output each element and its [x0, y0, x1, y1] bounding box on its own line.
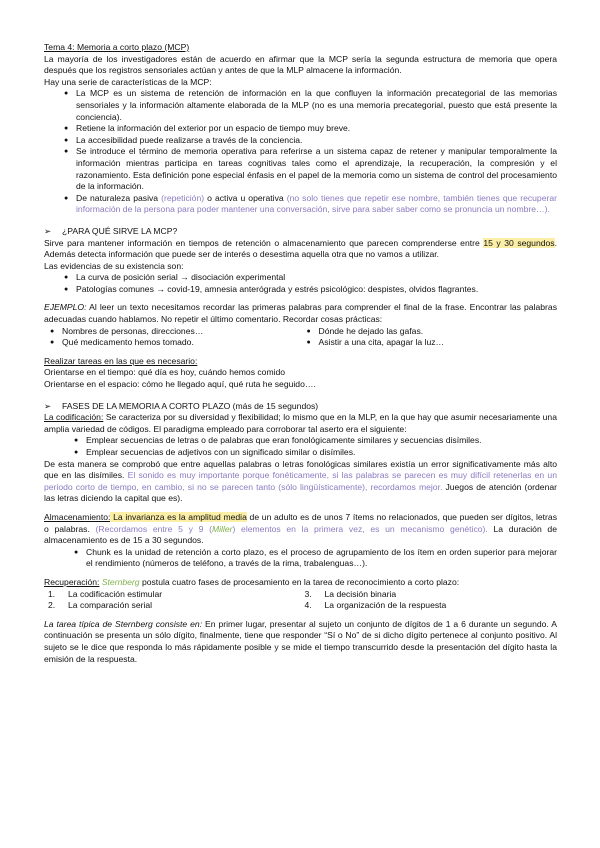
example-paragraph: EJEMPLO: Al leer un texto necesitamos recordar las primeras palabras para comprender el final de la frase. Encontrar las palabras adecuadas cuando hablamos. No repetir el último comentario. Recordar cosas prácticas:: [44, 302, 557, 325]
intro-paragraph: La mayoría de los investigadores están de acuerdo en afirmar que la MCP sería la segunda estructura de memoria que opera después que los registros sensoriales actúan y antes de que la MLP almacene la información.: [44, 53, 557, 76]
list-item: [64, 193, 557, 216]
arrow-icon: ➢: [44, 225, 52, 236]
list-item: ● La accesibilidad puede realizarse a través de la conciencia.: [64, 135, 557, 147]
feature5-a: De naturaleza pasiva: [76, 192, 162, 203]
task-line: Orientarse en el tiempo: qué día es hoy, cuándo hemos comido: [44, 367, 286, 378]
list-item: ● La curva de posición serial → disociación experimental: [64, 272, 557, 284]
list-item: ● Nombres de personas, direcciones…: [50, 326, 301, 338]
coding-paragraph: La codificación: Se caracteriza por su diversidad y flexibilidad; lo mismo que en la MLP, en la que hay que asumir necesariamente una amplia variedad de códigos. El paradigma empleado para corroborar tal aserto era el siguiente:: [44, 412, 557, 434]
highlight-duration: 15 y 30 segundos: [483, 237, 555, 248]
evidence-lead: Las evidencias de su existencia son:: [44, 260, 184, 271]
retrieval-label: Recuperación:: [44, 576, 100, 587]
retrieval-paragraph: Recuperación: Sternberg postula cuatro fases de procesamiento en la tarea de reconocimiento a corto plazo:: [44, 576, 460, 587]
list-item: ● Emplear secuencias de adjetivos con un significado similar o disímiles.: [74, 447, 557, 459]
list-item: ● Qué medicamento hemos tomado.: [50, 337, 301, 349]
coding-list: [44, 435, 557, 458]
feature5-c: o activa u operativa: [204, 192, 287, 203]
coding-label: La codificación:: [44, 412, 104, 423]
list-item: ● Chunk es la unidad de retención a corto plazo, es el proceso de agrupamiento de los ítem en orden superior para mejorar el rendimiento (números de teléfono, a través de la rima, trabalenguas…).: [74, 547, 557, 570]
section-heading-purpose: ➢ ¿PARA QUÉ SIRVE LA MCP?: [44, 225, 178, 236]
highlight-span: La invarianza es la amplitud media: [110, 511, 247, 522]
list-item: ● Se introduce el término de memoria operativa para referirse a un sistema capaz de retener y manipular temporalmente la información mientras participa en tareas cognitivas tales como el aprendizaje, la recuperación, la compresión y el razonamiento. Esta definición pone especial énfasis en el papel de la memoria como un sistema de control del procesamiento de la información.: [64, 146, 557, 192]
purpose-paragraph: Sirve para mantener información en tiempos de retención o almacenamiento que parecen comprenderse entre 15 y 30 segundos. Además detecta información que puede ser de interés o desestima aquella otra que no vamos a utilizar.: [44, 237, 557, 260]
storage-paragraph: Almacenamiento: La invarianza es la amplitud media de un adulto es de unos 7 ítems no relacionados, que pueden ser dígitos, letras o palabras. (Recordamos entre 5 y 9 (Miller) elementos en la primera vez, es un mecanismo genético). La duración de almacenamiento es de 15 a 30 segundos.: [44, 511, 557, 546]
list-item: ● Asistir a una cita, apagar la luz…: [307, 337, 558, 349]
list-item: 2. La comparación serial: [48, 600, 153, 611]
page-title: Tema 4: Memoria a corto plazo (MCP): [44, 42, 190, 52]
tasks-heading: Realizar tareas en las que es necesario:: [44, 355, 198, 366]
task-label: La tarea típica de Sternberg consiste en:: [44, 618, 203, 629]
list-item: ● Dónde he dejado las gafas.: [307, 326, 558, 338]
evidence-list: [44, 272, 557, 295]
document-body: [44, 42, 557, 665]
coding-result-paragraph: De esta manera se comprobó que entre aquellas palabras o letras fonológicas similares existía un error significativamente más alto que en las disímiles. El sonido es muy importante porque fonéticamente, si las palabras se parecen es muy difícil retenerlas en un periodo corto de tiempo, en cambio, si no se parecen tanto (sólo lingüísticamente), recordamos mejor. Juegos de atención (ordenar las letras diciendo la capital que es).: [44, 458, 557, 504]
section-heading-phases: ➢ FASES DE LA MEMORIA A CORTO PLAZO (más de 15 segundos): [44, 400, 319, 411]
features-lead: Hay una serie de características de la MCP:: [44, 76, 212, 87]
list-item: ● La MCP es un sistema de retención de información en la que confluyen la información precategorial de las memorias sensoriales y la información altamente elaborada de la MLP (no es una memoria precategorial, puesto que está presente la conciencia).: [64, 88, 557, 123]
arrow-icon: ➢: [44, 400, 52, 411]
practical-list: [44, 326, 557, 349]
list-item: 4. La organización de la respuesta: [304, 600, 447, 611]
feature5-b: (repetición): [161, 192, 205, 203]
example-label: EJEMPLO:: [44, 302, 87, 313]
feature5-d: (no solo tienes que repetir ese nombre, también tienes que recuperar información de la persona para poder mantener una conversación, sirve para saber saber como se pronuncia un nombre…).: [76, 192, 557, 215]
list-item: 1. La codificación estimular: [48, 588, 163, 599]
list-item: ● Patologías comunes → covid-19, amnesia anterógrada y estrés psicológico: despistes, olvidos flagrantes.: [64, 284, 557, 296]
sternberg-task-paragraph: La tarea típica de Sternberg consiste en: En primer lugar, presentar al sujeto un conjunto de dígitos de 1 a 6 durante un segundo. A continuación se presenta un sólo dígito, finalmente, tiene que responder “Sí o No” de si dicho dígito pertenece al conjunto positivo. Al sujeto se le dice que responda lo más rápidamente posible y se mide el tiempo transcurrido desde la presentación del dígito hasta la emisión de la respuesta.: [44, 618, 557, 664]
list-item: 3. La decisión binaria: [304, 588, 397, 599]
features-list: [44, 88, 557, 216]
storage-list: [44, 547, 557, 570]
phases-list: [44, 589, 557, 612]
task-line: Orientarse en el espacio: cómo he llegado aquí, qué ruta he seguido….: [44, 379, 316, 390]
list-item: ● Emplear secuencias de letras o de palabras que eran fonológicamente similares y secuencias disímiles.: [74, 435, 557, 447]
list-item: ● Retiene la información del exterior por un espacio de tiempo muy breve.: [64, 123, 557, 135]
miller-name: Miller: [211, 523, 233, 534]
sternberg-name: Sternberg: [101, 576, 140, 587]
storage-label: Almacenamiento:: [44, 511, 111, 522]
